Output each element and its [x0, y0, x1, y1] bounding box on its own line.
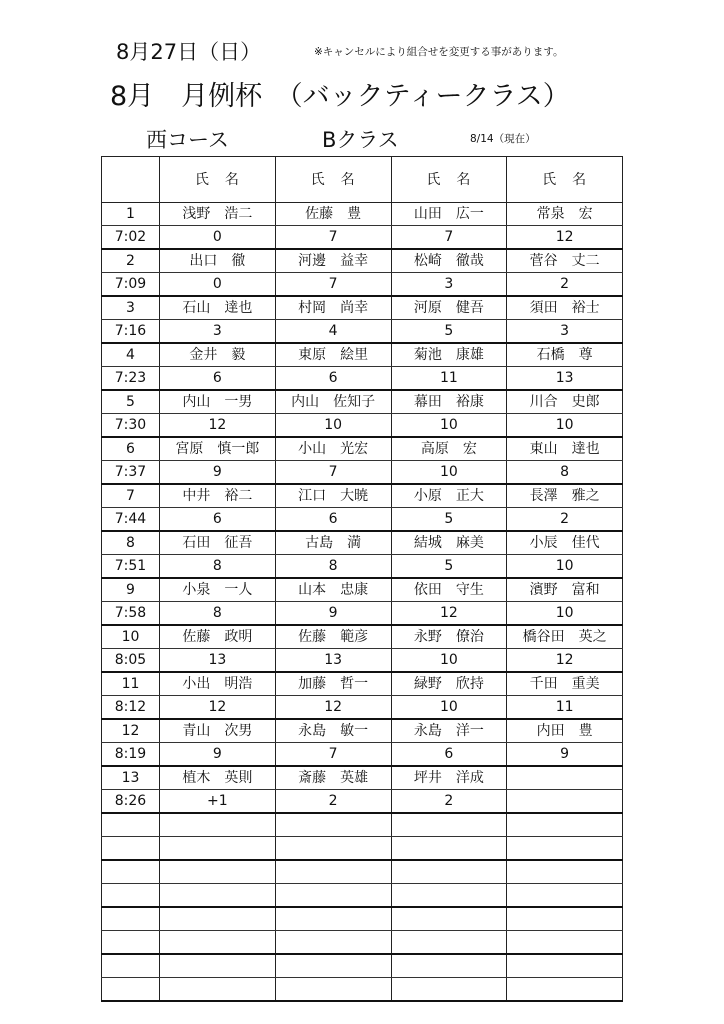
- player-handicap: 9: [160, 743, 276, 767]
- player-name: 菊池 康雄: [391, 343, 507, 367]
- group-number: [102, 860, 160, 884]
- group-number: 4: [102, 343, 160, 367]
- player-name: 石田 征吾: [160, 531, 276, 555]
- player-handicap: 10: [507, 414, 623, 438]
- group-handicap-row: [102, 790, 623, 814]
- player-handicap: 3: [391, 273, 507, 297]
- course-label: 西コース: [146, 128, 229, 152]
- tee-time: 8:05: [102, 649, 160, 673]
- player-handicap: 12: [391, 602, 507, 626]
- tee-time: 7:44: [102, 508, 160, 532]
- player-handicap: 13: [160, 649, 276, 673]
- player-handicap: 9: [507, 743, 623, 767]
- player-handicap: 6: [275, 508, 391, 532]
- player-name: 東山 達也: [507, 437, 623, 461]
- column-header: 氏 名: [160, 157, 276, 203]
- player-handicap: [391, 884, 507, 908]
- player-handicap: 7: [391, 226, 507, 250]
- player-handicap: [507, 931, 623, 955]
- player-handicap: [275, 931, 391, 955]
- group-handicap-row: [102, 508, 623, 532]
- player-handicap: 12: [160, 696, 276, 720]
- group-name-row: [102, 813, 623, 837]
- group-name-row: [102, 672, 623, 696]
- player-handicap: 10: [275, 414, 391, 438]
- tee-time: [102, 837, 160, 861]
- player-name: 植木 英則: [160, 766, 276, 790]
- player-handicap: 10: [391, 414, 507, 438]
- cancellation-note: ※キャンセルにより組合せを変更する事があります。: [314, 46, 564, 58]
- group-number: 1: [102, 203, 160, 226]
- player-handicap: [507, 837, 623, 861]
- player-handicap: [160, 931, 276, 955]
- player-handicap: 10: [507, 602, 623, 626]
- group-name-row: [102, 719, 623, 743]
- player-handicap: +1: [160, 790, 276, 814]
- group-number: 9: [102, 578, 160, 602]
- player-handicap: [507, 978, 623, 1002]
- player-handicap: 7: [275, 743, 391, 767]
- player-handicap: [160, 978, 276, 1002]
- player-handicap: 3: [507, 320, 623, 344]
- player-name: 小原 正大: [391, 484, 507, 508]
- player-name: 依田 守生: [391, 578, 507, 602]
- group-handicap-row: [102, 978, 623, 1002]
- player-name: 菅谷 丈二: [507, 249, 623, 273]
- player-handicap: 8: [507, 461, 623, 485]
- player-handicap: [507, 884, 623, 908]
- tee-time: 8:19: [102, 743, 160, 767]
- group-name-row: [102, 766, 623, 790]
- tee-time: [102, 884, 160, 908]
- page-title: 8月 月例杯 （バックティークラス）: [110, 81, 570, 112]
- player-name: 小辰 佳代: [507, 531, 623, 555]
- tee-time: [102, 931, 160, 955]
- player-handicap: 9: [160, 461, 276, 485]
- player-name: 高原 宏: [391, 437, 507, 461]
- player-handicap: 10: [391, 696, 507, 720]
- player-name: 出口 徹: [160, 249, 276, 273]
- tee-time: 7:02: [102, 226, 160, 250]
- player-handicap: [391, 931, 507, 955]
- player-name: 内山 一男: [160, 390, 276, 414]
- group-number: 12: [102, 719, 160, 743]
- tee-time: 7:23: [102, 367, 160, 391]
- group-number: 5: [102, 390, 160, 414]
- group-handicap-row: [102, 931, 623, 955]
- player-handicap: 0: [160, 273, 276, 297]
- group-name-row: [102, 203, 623, 226]
- group-number: 3: [102, 296, 160, 320]
- group-name-row: [102, 437, 623, 461]
- player-handicap: 5: [391, 320, 507, 344]
- column-header: 氏 名: [275, 157, 391, 203]
- player-name: [507, 766, 623, 790]
- player-handicap: [275, 884, 391, 908]
- group-number: 13: [102, 766, 160, 790]
- player-name: [391, 813, 507, 837]
- player-handicap: [160, 884, 276, 908]
- player-handicap: 10: [507, 555, 623, 579]
- group-handicap-row: [102, 461, 623, 485]
- player-name: [275, 954, 391, 978]
- group-number: 11: [102, 672, 160, 696]
- player-name: [160, 860, 276, 884]
- player-name: 濱野 富和: [507, 578, 623, 602]
- player-name: [507, 813, 623, 837]
- group-handicap-row: [102, 555, 623, 579]
- player-name: 内田 豊: [507, 719, 623, 743]
- player-name: 佐藤 政明: [160, 625, 276, 649]
- tee-time: 7:16: [102, 320, 160, 344]
- player-handicap: 6: [160, 367, 276, 391]
- player-name: 千田 重美: [507, 672, 623, 696]
- player-name: 青山 次男: [160, 719, 276, 743]
- player-name: [391, 860, 507, 884]
- player-handicap: 8: [275, 555, 391, 579]
- column-header: 氏 名: [391, 157, 507, 203]
- player-name: 坪井 洋成: [391, 766, 507, 790]
- player-name: 河邊 益幸: [275, 249, 391, 273]
- tee-time: 7:30: [102, 414, 160, 438]
- player-name: 橋谷田 英之: [507, 625, 623, 649]
- player-name: 幕田 裕康: [391, 390, 507, 414]
- group-handicap-row: [102, 226, 623, 250]
- player-name: 小泉 一人: [160, 578, 276, 602]
- player-name: 佐藤 範彦: [275, 625, 391, 649]
- group-number: 8: [102, 531, 160, 555]
- player-name: 小出 明浩: [160, 672, 276, 696]
- tee-time: [102, 978, 160, 1002]
- player-handicap: [275, 837, 391, 861]
- player-name: 佐藤 豊: [275, 203, 391, 226]
- player-handicap: 12: [507, 649, 623, 673]
- player-name: 常泉 宏: [507, 203, 623, 226]
- group-handicap-row: [102, 884, 623, 908]
- tee-time: 8:12: [102, 696, 160, 720]
- group-number: [102, 954, 160, 978]
- player-name: [391, 907, 507, 931]
- player-handicap: 0: [160, 226, 276, 250]
- group-handicap-row: [102, 367, 623, 391]
- player-name: 小山 光宏: [275, 437, 391, 461]
- player-name: 金井 毅: [160, 343, 276, 367]
- player-handicap: 9: [275, 602, 391, 626]
- player-name: 山田 広一: [391, 203, 507, 226]
- group-number: [102, 813, 160, 837]
- player-name: 江口 大暁: [275, 484, 391, 508]
- group-name-row: [102, 860, 623, 884]
- player-handicap: 5: [391, 555, 507, 579]
- group-handicap-row: [102, 837, 623, 861]
- player-name: 宮原 慎一郎: [160, 437, 276, 461]
- group-handicap-row: [102, 743, 623, 767]
- group-handicap-row: [102, 414, 623, 438]
- group-name-row: [102, 296, 623, 320]
- player-name: 永島 洋一: [391, 719, 507, 743]
- player-handicap: 3: [160, 320, 276, 344]
- player-handicap: 8: [160, 555, 276, 579]
- group-handicap-row: [102, 649, 623, 673]
- player-handicap: 2: [507, 273, 623, 297]
- player-name: 河原 健吾: [391, 296, 507, 320]
- player-name: [275, 907, 391, 931]
- player-name: 須田 裕士: [507, 296, 623, 320]
- group-name-row: [102, 954, 623, 978]
- player-name: [160, 813, 276, 837]
- group-name-row: [102, 578, 623, 602]
- player-handicap: [160, 837, 276, 861]
- group-handicap-row: [102, 320, 623, 344]
- group-number: [102, 907, 160, 931]
- column-header: 氏 名: [507, 157, 623, 203]
- pairing-table-body: [102, 157, 623, 1002]
- group-name-row: [102, 625, 623, 649]
- player-handicap: 7: [275, 461, 391, 485]
- player-name: 内山 佐知子: [275, 390, 391, 414]
- tee-time: 7:51: [102, 555, 160, 579]
- player-handicap: [391, 837, 507, 861]
- tee-time: 7:37: [102, 461, 160, 485]
- player-name: 浅野 浩二: [160, 203, 276, 226]
- player-handicap: 13: [507, 367, 623, 391]
- player-handicap: 5: [391, 508, 507, 532]
- player-name: 永島 敏一: [275, 719, 391, 743]
- as-of-date: 8/14（現在）: [470, 133, 536, 145]
- player-name: [391, 954, 507, 978]
- pairing-table: [101, 156, 623, 1002]
- player-handicap: [275, 978, 391, 1002]
- player-name: 永野 僚治: [391, 625, 507, 649]
- date-heading: 8月27日（日）: [116, 40, 262, 64]
- player-name: 結城 麻美: [391, 531, 507, 555]
- group-handicap-row: [102, 696, 623, 720]
- player-name: [507, 907, 623, 931]
- player-handicap: 11: [391, 367, 507, 391]
- player-name: 斎藤 英雄: [275, 766, 391, 790]
- player-name: 石橋 尊: [507, 343, 623, 367]
- player-handicap: 11: [507, 696, 623, 720]
- group-handicap-row: [102, 602, 623, 626]
- group-name-row: [102, 390, 623, 414]
- player-name: [275, 813, 391, 837]
- player-handicap: 6: [160, 508, 276, 532]
- player-name: 山本 忠康: [275, 578, 391, 602]
- player-handicap: 7: [275, 226, 391, 250]
- group-number: 7: [102, 484, 160, 508]
- group-name-row: [102, 907, 623, 931]
- player-name: 古島 満: [275, 531, 391, 555]
- group-number: 6: [102, 437, 160, 461]
- player-handicap: 6: [391, 743, 507, 767]
- header-row: [102, 157, 623, 203]
- player-handicap: [391, 978, 507, 1002]
- player-handicap: 10: [391, 649, 507, 673]
- header-corner-cell: [102, 157, 160, 203]
- player-handicap: 10: [391, 461, 507, 485]
- player-handicap: 4: [275, 320, 391, 344]
- group-number: 10: [102, 625, 160, 649]
- group-name-row: [102, 343, 623, 367]
- player-name: [507, 860, 623, 884]
- group-name-row: [102, 249, 623, 273]
- group-name-row: [102, 484, 623, 508]
- player-name: [507, 954, 623, 978]
- player-handicap: 2: [275, 790, 391, 814]
- player-name: [160, 907, 276, 931]
- player-handicap: 12: [507, 226, 623, 250]
- player-handicap: 8: [160, 602, 276, 626]
- group-name-row: [102, 531, 623, 555]
- player-handicap: 7: [275, 273, 391, 297]
- player-name: 緑野 欣持: [391, 672, 507, 696]
- player-name: 川合 史郎: [507, 390, 623, 414]
- player-name: 中井 裕二: [160, 484, 276, 508]
- player-name: [275, 860, 391, 884]
- tee-time: 7:58: [102, 602, 160, 626]
- player-handicap: 2: [507, 508, 623, 532]
- player-name: 東原 絵里: [275, 343, 391, 367]
- player-name: 松崎 徹哉: [391, 249, 507, 273]
- group-number: 2: [102, 249, 160, 273]
- player-handicap: 12: [275, 696, 391, 720]
- player-handicap: 13: [275, 649, 391, 673]
- player-handicap: 12: [160, 414, 276, 438]
- player-handicap: 6: [275, 367, 391, 391]
- player-name: 村岡 尚幸: [275, 296, 391, 320]
- class-label: Bクラス: [322, 128, 399, 152]
- player-handicap: [507, 790, 623, 814]
- tee-time: 7:09: [102, 273, 160, 297]
- player-name: 長澤 雅之: [507, 484, 623, 508]
- player-name: 加藤 哲一: [275, 672, 391, 696]
- group-handicap-row: [102, 273, 623, 297]
- player-name: [160, 954, 276, 978]
- tee-time: 8:26: [102, 790, 160, 814]
- player-handicap: 2: [391, 790, 507, 814]
- player-name: 石山 達也: [160, 296, 276, 320]
